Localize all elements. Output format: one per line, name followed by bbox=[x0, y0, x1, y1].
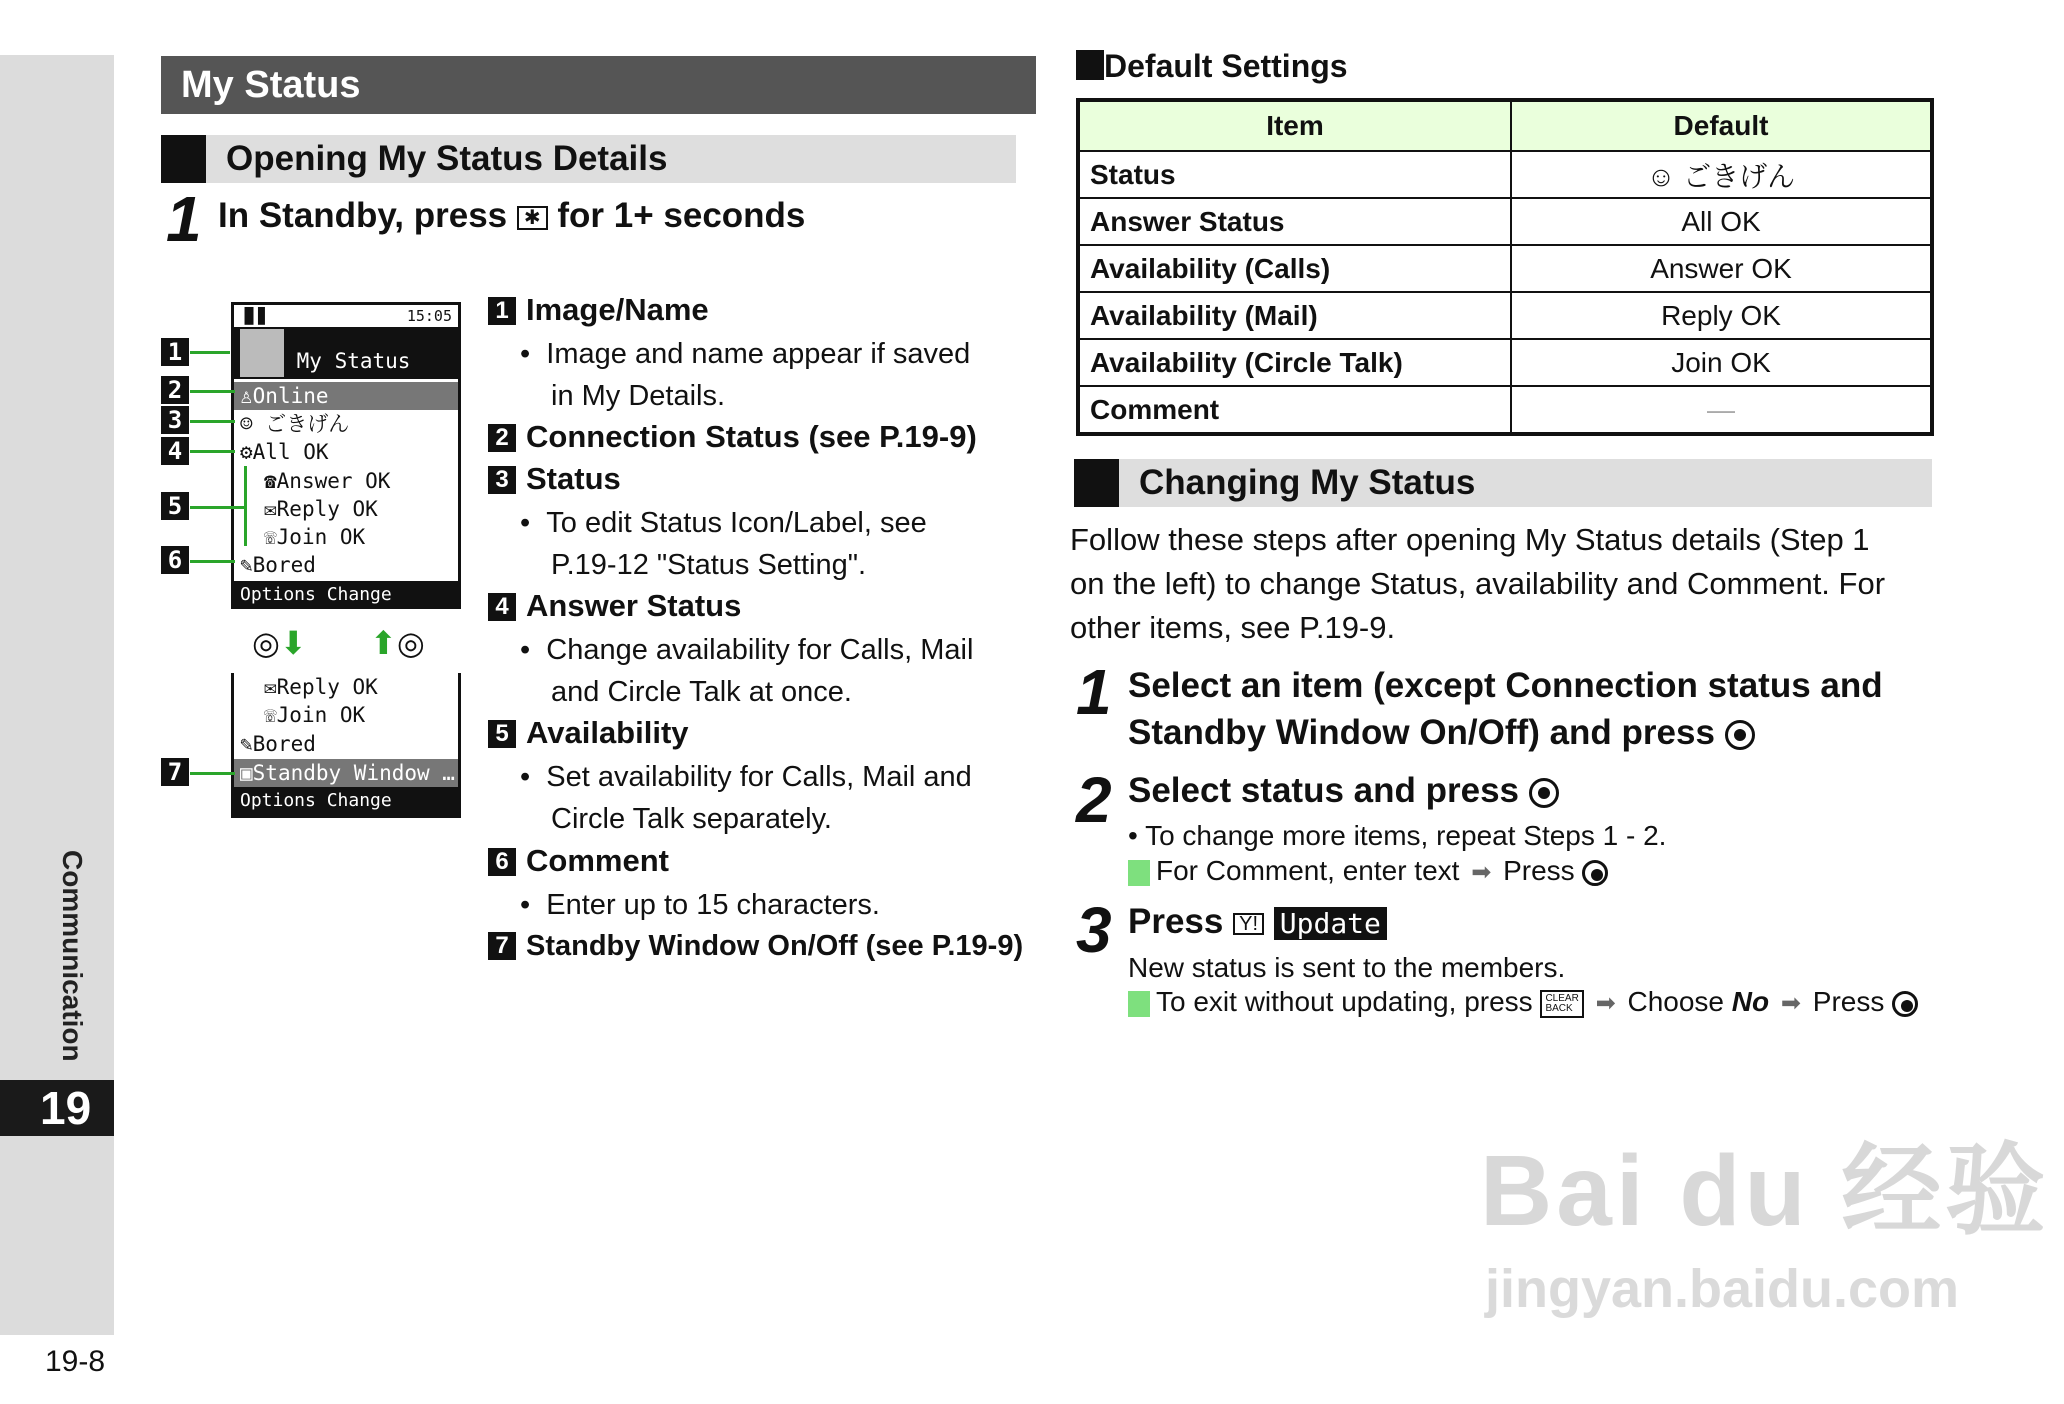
table-cell: All OK bbox=[1511, 198, 1932, 245]
step-3-exit-note: To exit without updating, press CLEAR BACK ➡ Choose No ➡ Press bbox=[1128, 986, 1918, 1018]
comment-icon: ✎ bbox=[240, 732, 253, 756]
arrow-right-icon: ➡ bbox=[1595, 990, 1616, 1017]
note-marker-icon bbox=[1128, 860, 1150, 886]
navkey-icon: ◎ bbox=[396, 625, 425, 661]
softkey-bar: Options Change bbox=[234, 787, 458, 815]
row-reply: ✉Reply OK bbox=[264, 675, 378, 699]
table-row bbox=[1078, 151, 1932, 198]
step-number: 3 bbox=[1076, 894, 1112, 966]
desc-7-head: 7 Standby Window On/Off (see P.19-9) bbox=[488, 930, 1023, 963]
table-cell: Availability (Mail) bbox=[1078, 292, 1511, 339]
subsection-opening: Opening My Status Details bbox=[161, 135, 1016, 183]
table-row bbox=[1078, 245, 1932, 292]
intro-paragraph: Follow these steps after opening My Status details (Step 1 on the left) to change Status, availability and Comment. For other items, see P.19-9. bbox=[1070, 522, 1886, 645]
table-header-row bbox=[1078, 100, 1932, 151]
step-number: 1 bbox=[1076, 656, 1112, 728]
step-1-text: Select an item (except Connection status and Standby Window On/Off) and press bbox=[1128, 666, 1883, 752]
leader-line bbox=[190, 351, 230, 354]
col-header-default: Default bbox=[1511, 100, 1932, 151]
defaults-table bbox=[1076, 98, 1934, 436]
table-cell: Availability (Calls) bbox=[1078, 245, 1511, 292]
navkey-icon: ◎ bbox=[252, 625, 280, 661]
arrow-right-icon: ➡ bbox=[1471, 859, 1492, 886]
defaults-heading: Default Settings bbox=[1076, 48, 1348, 85]
table-cell: Status bbox=[1078, 151, 1511, 198]
table-cell: ☺ ごきげん bbox=[1511, 151, 1932, 198]
leader-line bbox=[190, 560, 235, 563]
step-3-text: Press Y! Update bbox=[1128, 898, 1387, 947]
leader-line bbox=[190, 420, 235, 423]
table-row bbox=[1078, 339, 1932, 386]
leader-line bbox=[190, 772, 235, 775]
table-row bbox=[1078, 292, 1932, 339]
star-key-icon: ✱ bbox=[517, 206, 548, 230]
callout-2: 2 bbox=[161, 376, 189, 404]
step-2-comment-note: For Comment, enter text ➡ Press bbox=[1128, 855, 1608, 887]
arrow-down-icon: ⬇ bbox=[279, 625, 307, 661]
step-2-text: Select status and press bbox=[1128, 767, 1559, 814]
callout-5: 5 bbox=[161, 492, 189, 520]
desc-6-body: • Enter up to 15 characters. bbox=[520, 889, 880, 921]
clock: 15:05 bbox=[406, 307, 452, 325]
person-icon: ♙ bbox=[240, 384, 253, 408]
table-cell: Answer Status bbox=[1078, 198, 1511, 245]
status-bar bbox=[234, 305, 458, 327]
desc-4-head: 4 Answer Status bbox=[488, 588, 741, 624]
row-online: ♙Online bbox=[234, 382, 458, 410]
table-cell: Availability (Circle Talk) bbox=[1078, 339, 1511, 386]
window-icon: ▣ bbox=[240, 761, 253, 785]
center-key-icon bbox=[1725, 720, 1755, 750]
baidu-watermark-url: jingyan.baidu.com bbox=[1485, 1259, 1960, 1319]
step-2-note: • To change more items, repeat Steps 1 - 2. bbox=[1128, 820, 1667, 851]
scroll-down-nav bbox=[252, 624, 307, 662]
note-marker-icon bbox=[1128, 991, 1150, 1017]
talk-icon: ☏ bbox=[264, 703, 277, 727]
center-key-icon bbox=[1892, 991, 1918, 1017]
row-comment: ✎Bored bbox=[240, 732, 316, 756]
smile-icon: ☺ bbox=[1646, 160, 1684, 192]
step-number: 1 bbox=[166, 183, 202, 255]
desc-2-head: 2 Connection Status (see P.19-9) bbox=[488, 419, 977, 455]
table-row bbox=[1078, 198, 1932, 245]
table-cell: Comment bbox=[1078, 386, 1511, 434]
phone-icon: ☎ bbox=[264, 469, 277, 493]
leader-line bbox=[190, 506, 245, 509]
table-cell: Answer OK bbox=[1511, 245, 1932, 292]
chapter-sidebar bbox=[0, 55, 114, 1335]
leader-line bbox=[190, 450, 235, 453]
row-answer: ☎Answer OK bbox=[264, 469, 391, 493]
step-1-instruction: In Standby, press ✱ for 1+ seconds bbox=[218, 196, 806, 235]
row-join: ☏Join OK bbox=[264, 525, 366, 549]
clear-back-key-icon: CLEAR BACK bbox=[1540, 990, 1583, 1018]
baidu-watermark: Bai du 经验 bbox=[1480, 1135, 2050, 1247]
callout-4: 4 bbox=[161, 437, 189, 465]
desc-1-head: 1 Image/Name bbox=[488, 292, 709, 328]
section-label: Communication bbox=[57, 850, 88, 1062]
arrow-right-icon: ➡ bbox=[1780, 990, 1801, 1017]
step-3-note: New status is sent to the members. bbox=[1128, 952, 1566, 983]
callout-1: 1 bbox=[161, 338, 189, 366]
step-number: 2 bbox=[1076, 764, 1112, 836]
callout-3: 3 bbox=[161, 406, 189, 434]
row-comment: ✎Bored bbox=[240, 553, 316, 577]
talk-icon: ☏ bbox=[264, 525, 277, 549]
phone-screen-my-status bbox=[231, 302, 461, 609]
desc-5-head: 5 Availability bbox=[488, 715, 689, 751]
all-ok-icon: ⚙ bbox=[240, 440, 253, 464]
row-answer-status: ⚙All OK bbox=[240, 440, 329, 464]
desc-5-body: • Set availability for Calls, Mail and Circle Talk separately. bbox=[520, 761, 972, 835]
table-row bbox=[1078, 386, 1932, 434]
desc-4-body: • Change availability for Calls, Mail and Circle Talk at once. bbox=[520, 634, 974, 708]
signal-icon: ▐▌▊ bbox=[240, 307, 268, 325]
arrow-up-icon: ⬆ bbox=[370, 625, 397, 661]
desc-3-head: 3 Status bbox=[488, 461, 621, 497]
center-key-icon bbox=[1529, 778, 1559, 808]
desc-3-body: • To edit Status Icon/Label, see P.19-12 "Status Setting". bbox=[520, 507, 927, 581]
desc-6-head: 6 Comment bbox=[488, 843, 669, 879]
mail-icon: ✉ bbox=[264, 675, 277, 699]
page-number: 19-8 bbox=[45, 1345, 106, 1378]
row-reply: ✉Reply OK bbox=[264, 497, 378, 521]
table-cell: — bbox=[1511, 386, 1932, 434]
row-join: ☏Join OK bbox=[264, 703, 366, 727]
phone-screen-scrolled bbox=[231, 673, 461, 818]
heading-square-icon bbox=[1076, 50, 1104, 80]
yahoo-key-icon: Y! bbox=[1233, 913, 1264, 935]
callout-6: 6 bbox=[161, 546, 189, 574]
table-cell: Join OK bbox=[1511, 339, 1932, 386]
comment-icon: ✎ bbox=[240, 553, 253, 577]
smile-icon: ☺ bbox=[240, 412, 266, 436]
chapter-number: 19 bbox=[40, 1082, 92, 1134]
softkey-bar: Options Change bbox=[234, 581, 458, 609]
row-standby-window: ▣Standby Window … bbox=[234, 759, 458, 787]
table-cell: Reply OK bbox=[1511, 292, 1932, 339]
page-title: My Status bbox=[161, 56, 1036, 114]
mail-icon: ✉ bbox=[264, 497, 277, 521]
callout-7: 7 bbox=[161, 758, 189, 786]
screen-header: My Status bbox=[234, 327, 458, 379]
leader-line bbox=[190, 390, 235, 393]
row-status: ☺ ごきげん bbox=[240, 412, 350, 436]
col-header-item: Item bbox=[1078, 100, 1511, 151]
desc-1-body: • Image and name appear if saved in My Details. bbox=[520, 338, 971, 412]
update-softkey[interactable]: Update bbox=[1274, 907, 1387, 940]
avatar bbox=[240, 329, 284, 377]
center-key-icon bbox=[1582, 860, 1608, 886]
subsection-changing: Changing My Status bbox=[1074, 459, 1932, 507]
bracket-line bbox=[244, 466, 247, 546]
scroll-up-nav bbox=[370, 624, 425, 662]
